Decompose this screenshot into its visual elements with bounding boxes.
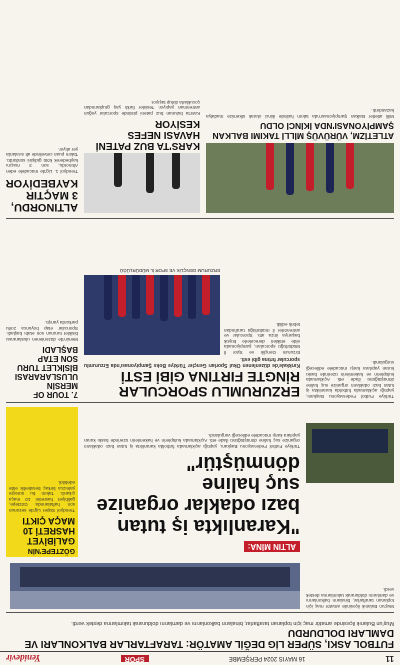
- page-header: [0, 651, 400, 665]
- divider: [6, 402, 394, 403]
- lead-body: Muş'un Bulanık ilçesinde amatör maç için toplanan taraftarlar, binaların balkonlarını ve damlarını doldurarak takımlarına destek verdi.: [306, 587, 394, 609]
- erzurum-story: [84, 356, 300, 399]
- ice-skating-photo: [84, 153, 200, 213]
- altinordu-story: [6, 13, 78, 213]
- lead-continued-body: Türkiye Futbol Federasyonu Başkanı, yaptığı açıklamada futbolda karanlıkta iş tutan bazı odakların organize suç haline dönüştüğünü ifade etti. Açıklamada kulüplerin ve hakemlerin üzerinde baskı kuran yapılara karşı mücadele edileceği vurgulandı.: [306, 360, 394, 399]
- erzurum-body-column: [224, 235, 300, 355]
- erzurum-caption: ERZURUM GENÇLİK VE SPOR İL MÜDÜRLÜĞÜ: [119, 268, 220, 273]
- lead-continued: [306, 219, 394, 399]
- lead-story: [6, 620, 394, 650]
- lead-body-column: [306, 489, 394, 609]
- atletizm-body: Milli atletler Balkan Şampiyonası'nda takım halinde ikinci olarak ülkemize madalya kazandırdı.: [206, 108, 394, 119]
- tour-body: Mersin'de düzenlenen uluslararası bisiklet turunun son etabı başladı. Sporcular etap boyunca zorlu parkurda yarıştı.: [6, 320, 78, 342]
- gozteppe-body: Trendyol Süper Lig'de sezonun son haftalarında Göztepe, galibiyet hasretini 10 maça çıkardı. Takım bu süreçte yalnızca birkaç beraberlik elde edebildi.: [9, 480, 75, 513]
- kars-headline: KARS'TA BUZ PATENİ HAVASI NEFES KESİYOR: [95, 118, 200, 151]
- gozteppe-title: GALİBİYET HASRETİ 10 MAÇA ÇIKTI: [22, 516, 75, 546]
- newspaper-logo: Yenidevir: [6, 653, 41, 664]
- erzurum-deck: Kırıkkale'de düzenlenen Okul Sporları Gençler Türkiye Boks Şampiyonası'nda Erzurumlu sporcular fırtına gibi esti.: [84, 356, 300, 368]
- atletizm-headline: ATLETİZM, VÜRÜVÜŞ MİLLİ TAKIMI BALKAN ŞAMPİYONASI'NDA İKİNCİ OLDU: [212, 121, 394, 141]
- section-badge: SPOR: [121, 655, 149, 662]
- stadium-photo: [10, 563, 300, 609]
- gozteppe-box: [6, 407, 78, 557]
- page-number: 11: [385, 654, 394, 663]
- lead-deck: Muş'un Bulanık ilçesinde amatör maç için toplanan taraftarlar, binaların balkonlarını ve damlarını doldurarak takımlarına destek verdi.: [71, 620, 394, 626]
- kars-body: Kars'ta bulunan buz pateni pistinde sporcular yoğun antrenman yapıyor. Tesisler farklı yaş gruplarından çocuklarla dolup taşıyor.: [84, 99, 200, 116]
- athletes-photo: [206, 143, 394, 213]
- altin-banner: ALTIN MİNA:: [244, 541, 300, 552]
- altin-story: [84, 427, 300, 557]
- divider: [6, 218, 394, 219]
- tour-title: 7. TOUR OF MERSİN ULUSLARARASI BİSİKLET TURU SON ETAP BAŞLADI: [14, 345, 78, 399]
- gozteppe-label: GÖZTEPE'NİN: [27, 547, 75, 554]
- divider: [6, 612, 394, 613]
- lead-headline: FUTBOL ASKI, SÜPER LİG DEĞİL AMATÖR: TARAFTARLAR BALKONLARI VE DAMLARI DOLDURDU: [24, 627, 394, 649]
- atletizm-story: [206, 13, 394, 213]
- altinordu-headline: ALTINORDU, 3 MAÇTIR KAYBEDİYOR: [5, 177, 78, 213]
- tour-story: [6, 249, 78, 399]
- team-photo: [306, 423, 394, 483]
- kars-story: [84, 13, 200, 213]
- erzurum-body: Erzurum Gençlik ve Spor İl Müdürlüğü sporcuları, şampiyonada elde ettikleri derecelerle büyük başarıya imza attı. Sporcular ve antrenörler il müdürlüğü tarafından tebrik edildi.: [224, 322, 300, 355]
- altin-headline: "Karanlıkta iş tutan bazı odaklar organize suç haline dönmüştür": [96, 452, 300, 537]
- boxing-team-photo: [84, 275, 220, 355]
- altinordu-body: Trendyol 1. Lig'de mücadele eden Altınordu, son 3 maçını kaybederek kötü gidişini sürdürdü. Takım puan cetvelinde alt sıralarda yer alıyor.: [6, 146, 78, 174]
- altin-body: Türkiye Futbol Federasyonu Başkanı, yaptığı açıklamada futbolda karanlıkta iş tutan bazı odakların organize suç haline dönüştüğünü ifade etti. Açıklamada kulüplerin ve hakemlerin üzerinde baskı kuran yapılara karşı mücadele edileceği vurgulandı.: [84, 432, 300, 449]
- erzurum-headline: ERZURUMLU SPORCULAR RİNGTE FIRTINA GİBİ ESTİ: [118, 369, 300, 400]
- date-line: 16 MAYIS 2024 PERŞEMBE: [228, 655, 306, 662]
